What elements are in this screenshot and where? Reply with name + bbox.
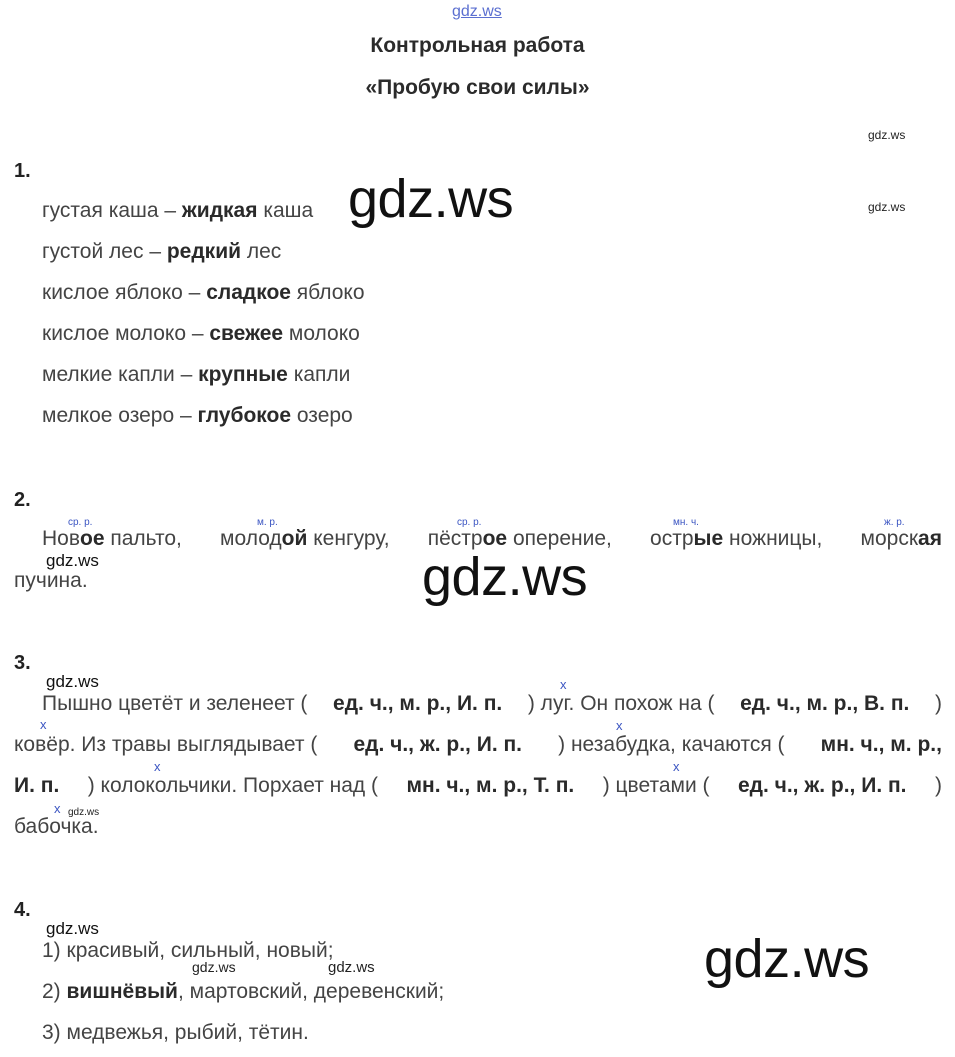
- word-group-line: 1) красивый, сильный, новый;: [42, 939, 334, 962]
- cross-mark: x: [40, 717, 47, 732]
- watermark-link[interactable]: gdz.ws: [452, 3, 502, 20]
- cross-mark: x: [560, 677, 567, 692]
- task-number: 4.: [14, 899, 31, 921]
- number-mark: мн. ч.: [673, 517, 699, 528]
- phrase: пёстрое оперение,: [427, 527, 612, 550]
- page-title: Контрольная работа: [370, 34, 585, 57]
- watermark-small: gdz.ws: [328, 959, 375, 976]
- antonym-line: густая каша – жидкая каша: [42, 199, 314, 222]
- cross-mark: x: [673, 759, 680, 774]
- cross-mark: x: [54, 801, 61, 816]
- gender-mark: м. р.: [257, 517, 278, 528]
- watermark-large: gdz.ws: [704, 929, 870, 989]
- gender-mark: ср. р.: [457, 517, 482, 528]
- phrase: молодой кенгуру,: [220, 527, 390, 550]
- watermark-tiny: gdz.ws: [68, 807, 100, 818]
- antonym-line: кислое яблоко – сладкое яблоко: [42, 281, 365, 304]
- phrase: морская: [860, 527, 942, 550]
- cross-mark: x: [616, 718, 623, 733]
- task-number: 3.: [14, 652, 31, 674]
- antonym-line: мелкое озеро – глубокое озеро: [42, 404, 353, 427]
- phrase: острые ножницы,: [650, 527, 823, 550]
- gender-mark: ж. р.: [884, 517, 905, 528]
- watermark-large: gdz.ws: [422, 547, 588, 607]
- watermark-large: gdz.ws: [348, 169, 514, 229]
- watermark-small: gdz.ws: [868, 200, 906, 214]
- antonym-line: мелкие капли – крупные капли: [42, 363, 351, 386]
- watermark-small: gdz.ws: [868, 128, 906, 142]
- watermark-medium: gdz.ws: [46, 672, 99, 691]
- word-group-line: 2) вишнёвый, мартовский, деревенский;: [42, 980, 445, 1003]
- sentence-line: И. п. ) колокольчики. Порхает над ( мн. ч., м. р., Т. п. ) цветами ( ед. ч., ж. р., И. п. ): [14, 774, 942, 797]
- watermark-small: gdz.ws: [192, 959, 236, 975]
- watermark-medium: gdz.ws: [46, 919, 99, 938]
- sentence-line: Пышно цветёт и зеленеет ( ед. ч., м. р., И. п. ) луг. Он похож на ( ед. ч., м. р., В. п. ): [42, 692, 942, 715]
- page-subtitle: «Пробую свои силы»: [365, 76, 590, 99]
- gender-mark: ср. р.: [68, 517, 93, 528]
- antonym-line: кислое молоко – свежее молоко: [42, 322, 360, 345]
- sentence-line: бабочка.: [14, 815, 99, 838]
- task-number: 1.: [14, 160, 31, 182]
- sentence-line: ковёр. Из травы выглядывает ( ед. ч., ж. р., И. п. ) незабудка, качаются ( мн. ч., м. р.,: [14, 733, 942, 756]
- antonym-line: густой лес – редкий лес: [42, 240, 282, 263]
- task-number: 2.: [14, 489, 31, 511]
- watermark-medium: gdz.ws: [46, 551, 99, 570]
- phrase-line: пучина.: [14, 569, 88, 592]
- word-group-line: 3) медвежья, рыбий, тётин.: [42, 1021, 309, 1044]
- phrase: Новое пальто,: [42, 527, 182, 550]
- cross-mark: x: [154, 759, 161, 774]
